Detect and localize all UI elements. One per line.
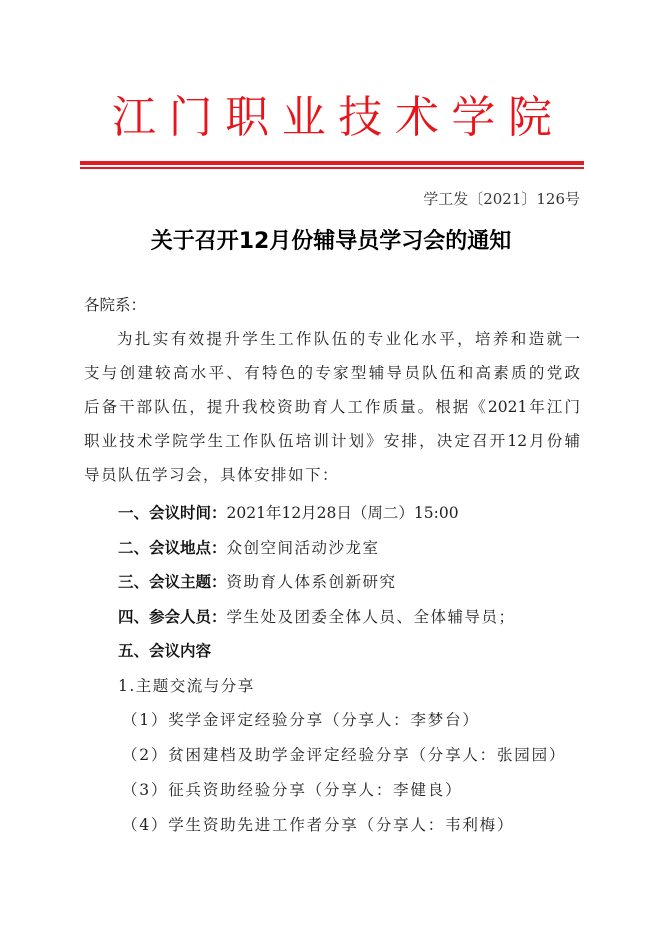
item-content [118, 640, 211, 662]
item-label: 四、参会人员： [118, 608, 227, 626]
header-char: 门 [168, 92, 213, 143]
header-char: 院 [507, 92, 552, 143]
subheading: 1.主题交流与分享 [118, 677, 255, 695]
item-attendees [118, 606, 516, 628]
item-value: 资助育人体系创新研究 [226, 573, 397, 591]
item-label: 五、会议内容 [118, 642, 212, 660]
paragraph-line: 为扎实有效提升学生工作队伍的专业化水平，培养和造就一 [117, 330, 580, 348]
item-label: 二、会议地点： [118, 539, 227, 557]
share-item: （1）奖学金评定经验分享（分享人：李梦台） [122, 711, 480, 729]
share-item: （2）贫困建档及助学金评定经验分享（分享人：张园园） [122, 746, 567, 764]
header-char: 学 [451, 92, 496, 143]
header-char: 业 [281, 92, 326, 143]
salutation: 各院系： [84, 296, 147, 314]
institution-header [112, 88, 552, 148]
item-location [118, 537, 380, 559]
paragraph-line: 职业技术学院学生工作队伍培训计划》安排，决定召开12月份辅 [84, 432, 580, 450]
item-value: 学生处及团委全体人员、全体辅导员； [226, 608, 516, 626]
header-char: 术 [394, 92, 439, 143]
header-char: 技 [338, 92, 383, 143]
share-item: （3）征兵资助经验分享（分享人：李健良） [122, 781, 463, 799]
document-number: 学工发〔2021〕126号 [423, 190, 580, 208]
paragraph-line: 导员队伍学习会，具体安排如下： [84, 466, 340, 484]
header-char: 江 [112, 92, 156, 143]
share-item: （4）学生资助先进工作者分享（分享人：韦利梅） [122, 816, 515, 834]
paragraph-line: 后备干部队伍，提升我校资助育人工作质量。根据《2021年江门 [84, 398, 580, 416]
item-value: 2021年12月28日（周二）15:00 [226, 504, 459, 522]
item-time [118, 502, 459, 524]
header-char: 职 [225, 92, 270, 143]
header-rule-thick [80, 161, 584, 165]
item-value: 众创空间活动沙龙室 [226, 539, 380, 557]
item-label: 一、会议时间： [118, 504, 227, 522]
paragraph-line: 支与创建较高水平、有特色的专家型辅导员队伍和高素质的党政 [84, 364, 580, 382]
item-theme [118, 571, 397, 593]
header-rule-thin [80, 167, 584, 169]
item-label: 三、会议主题： [118, 573, 227, 591]
document-title: 关于召开12月份辅导员学习会的通知 [150, 229, 512, 254]
